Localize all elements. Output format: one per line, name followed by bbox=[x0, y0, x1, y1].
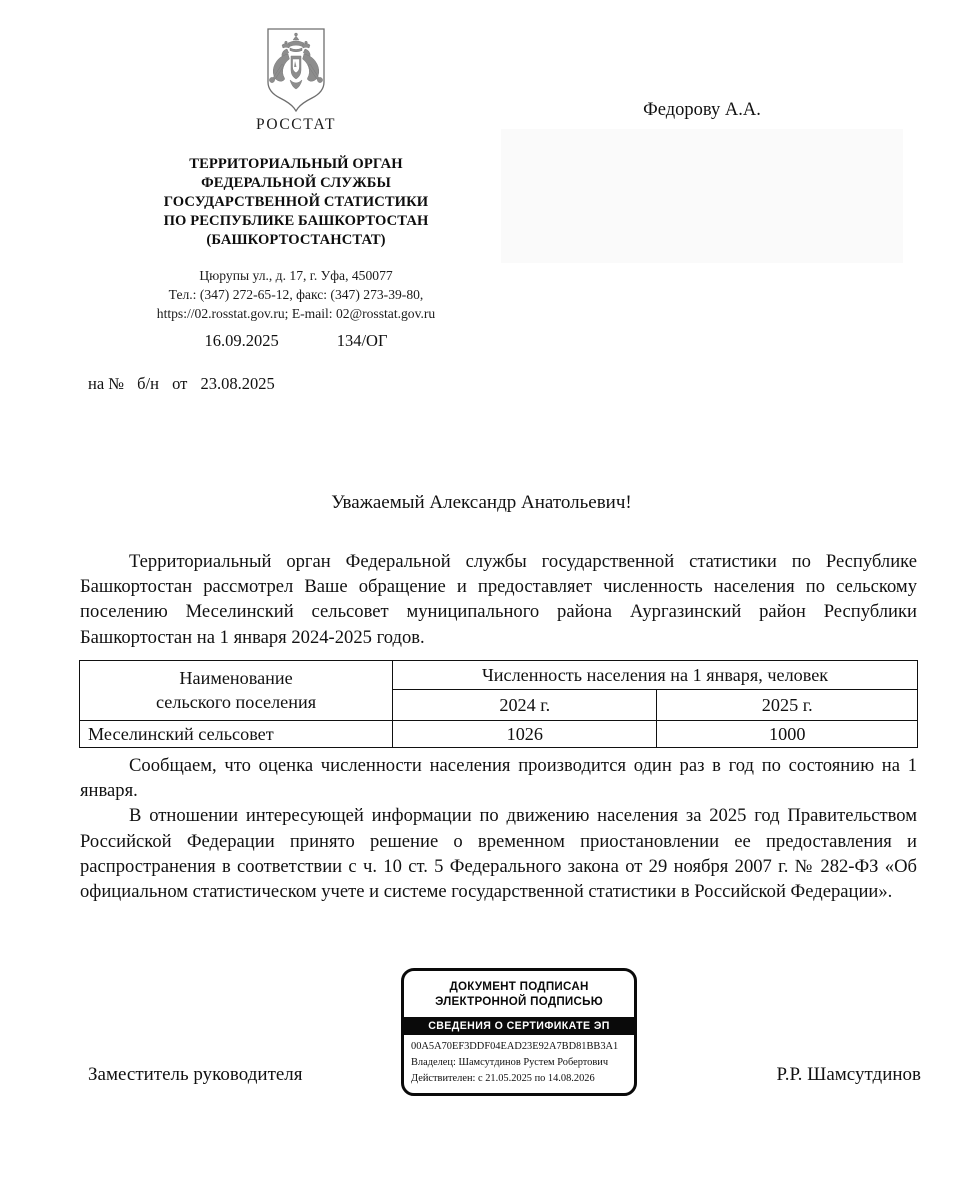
incoming-ref-number: б/н bbox=[137, 374, 159, 393]
stamp-certificate-details bbox=[404, 1035, 634, 1093]
table-cell-settlement-name: Меселинский сельсовет bbox=[80, 721, 393, 748]
incoming-ref-from-label: от bbox=[172, 374, 188, 393]
electronic-signature-stamp bbox=[401, 968, 637, 1096]
table-header-name-line-2: сельского поселения bbox=[156, 691, 317, 712]
org-title bbox=[96, 155, 496, 250]
incoming-reference-line bbox=[88, 374, 284, 394]
table-header-year-2025: 2025 г. bbox=[657, 690, 918, 721]
stamp-title bbox=[404, 971, 634, 1017]
body-suspension-paragraph: В отношении интересующей информации по движению населения за 2025 год Правительством Российской Федерации принято решение о временном приостановлении ее предоставления и распространения в соответствии с ч. 10 ст. 5 Федерального закона от 29 ноября 2007 г. № 282-ФЗ «Об официальном статистическом учете и системе государственной статистики в Российской Федерации». bbox=[80, 805, 917, 902]
table-header-name-line-1: Наименование bbox=[179, 667, 293, 688]
org-web-email: https://02.rosstat.gov.ru; E-mail: 02@rosstat.gov.ru bbox=[156, 305, 436, 321]
body-note-paragraph: Сообщаем, что оценка численности населения производится один раз в год по состоянию на 1 января. bbox=[80, 755, 917, 802]
table-header-name-cell bbox=[80, 661, 393, 721]
stamp-title-line-1: ДОКУМЕНТ ПОДПИСАН bbox=[449, 980, 589, 993]
russian-coat-of-arms-icon bbox=[96, 26, 496, 112]
body-intro-paragraph: Территориальный орган Федеральной службы государственной статистики по Республике Башкортостан рассмотрел Ваше обращение и предоставляет численность населения по сельскому поселению Меселинский сельсовет муниципального района Аургазинский район Республики Башкортостан на 1 января 2024-2025 годов. bbox=[80, 551, 917, 648]
signer-name: Р.Р. Шамсутдинов bbox=[776, 1064, 921, 1085]
table-header-row bbox=[80, 661, 918, 690]
org-abbreviation: РОССТАТ bbox=[255, 116, 337, 133]
document-number: 134/ОГ bbox=[336, 331, 388, 350]
table-header-span-cell: Численность населения на 1 января, человек bbox=[393, 661, 918, 690]
incoming-ref-date: 23.08.2025 bbox=[200, 374, 275, 393]
table-header-year-2024: 2024 г. bbox=[393, 690, 657, 721]
incoming-ref-label: на № bbox=[88, 374, 125, 393]
org-phone-fax: Тел.: (347) 272-65-12, факс: (347) 273-39-80, bbox=[168, 286, 424, 302]
org-contacts bbox=[96, 266, 496, 323]
org-title-line-1: ТЕРРИТОРИАЛЬНЫЙ ОРГАН bbox=[189, 156, 403, 172]
org-title-line-4: ПО РЕСПУБЛИКЕ БАШКОРТОСТАН bbox=[163, 212, 429, 229]
redacted-addressee-block bbox=[501, 129, 903, 263]
body-intro bbox=[80, 549, 917, 650]
addressee-name: Федорову А.А. bbox=[643, 100, 761, 120]
reference-line bbox=[96, 331, 496, 351]
org-title-line-5: (БАШКОРТОСТАНСТАТ) bbox=[206, 231, 386, 248]
salutation: Уважаемый Александр Анатольевич! bbox=[331, 492, 632, 513]
table-cell-value-2025: 1000 bbox=[657, 721, 918, 748]
document-date: 16.09.2025 bbox=[204, 331, 279, 350]
letterhead bbox=[96, 26, 496, 323]
table-row bbox=[80, 721, 918, 748]
org-title-line-3: ГОСУДАРСТВЕННОЙ СТАТИСТИКИ bbox=[163, 193, 429, 210]
table-cell-value-2024: 1026 bbox=[393, 721, 657, 748]
org-address: Цюрупы ул., д. 17, г. Уфа, 450077 bbox=[199, 267, 393, 283]
org-title-line-2: ФЕДЕРАЛЬНОЙ СЛУЖБЫ bbox=[201, 174, 391, 191]
stamp-title-line-2: ЭЛЕКТРОННОЙ ПОДПИСЬЮ bbox=[435, 995, 603, 1009]
population-table bbox=[79, 660, 918, 748]
body-after-table bbox=[80, 753, 917, 904]
stamp-certificate-validity: Действителен: с 21.05.2025 по 14.08.2026 bbox=[411, 1073, 595, 1085]
stamp-certificate-band: СВЕДЕНИЯ О СЕРТИФИКАТЕ ЭП bbox=[404, 1017, 634, 1035]
signer-position: Заместитель руководителя bbox=[88, 1064, 303, 1085]
stamp-certificate-id: 00A5A70EF3DDF04EAD23E92A7BD81BB3A1 bbox=[411, 1040, 619, 1052]
stamp-certificate-owner: Владелец: Шамсутдинов Рустем Робертович bbox=[411, 1057, 609, 1069]
